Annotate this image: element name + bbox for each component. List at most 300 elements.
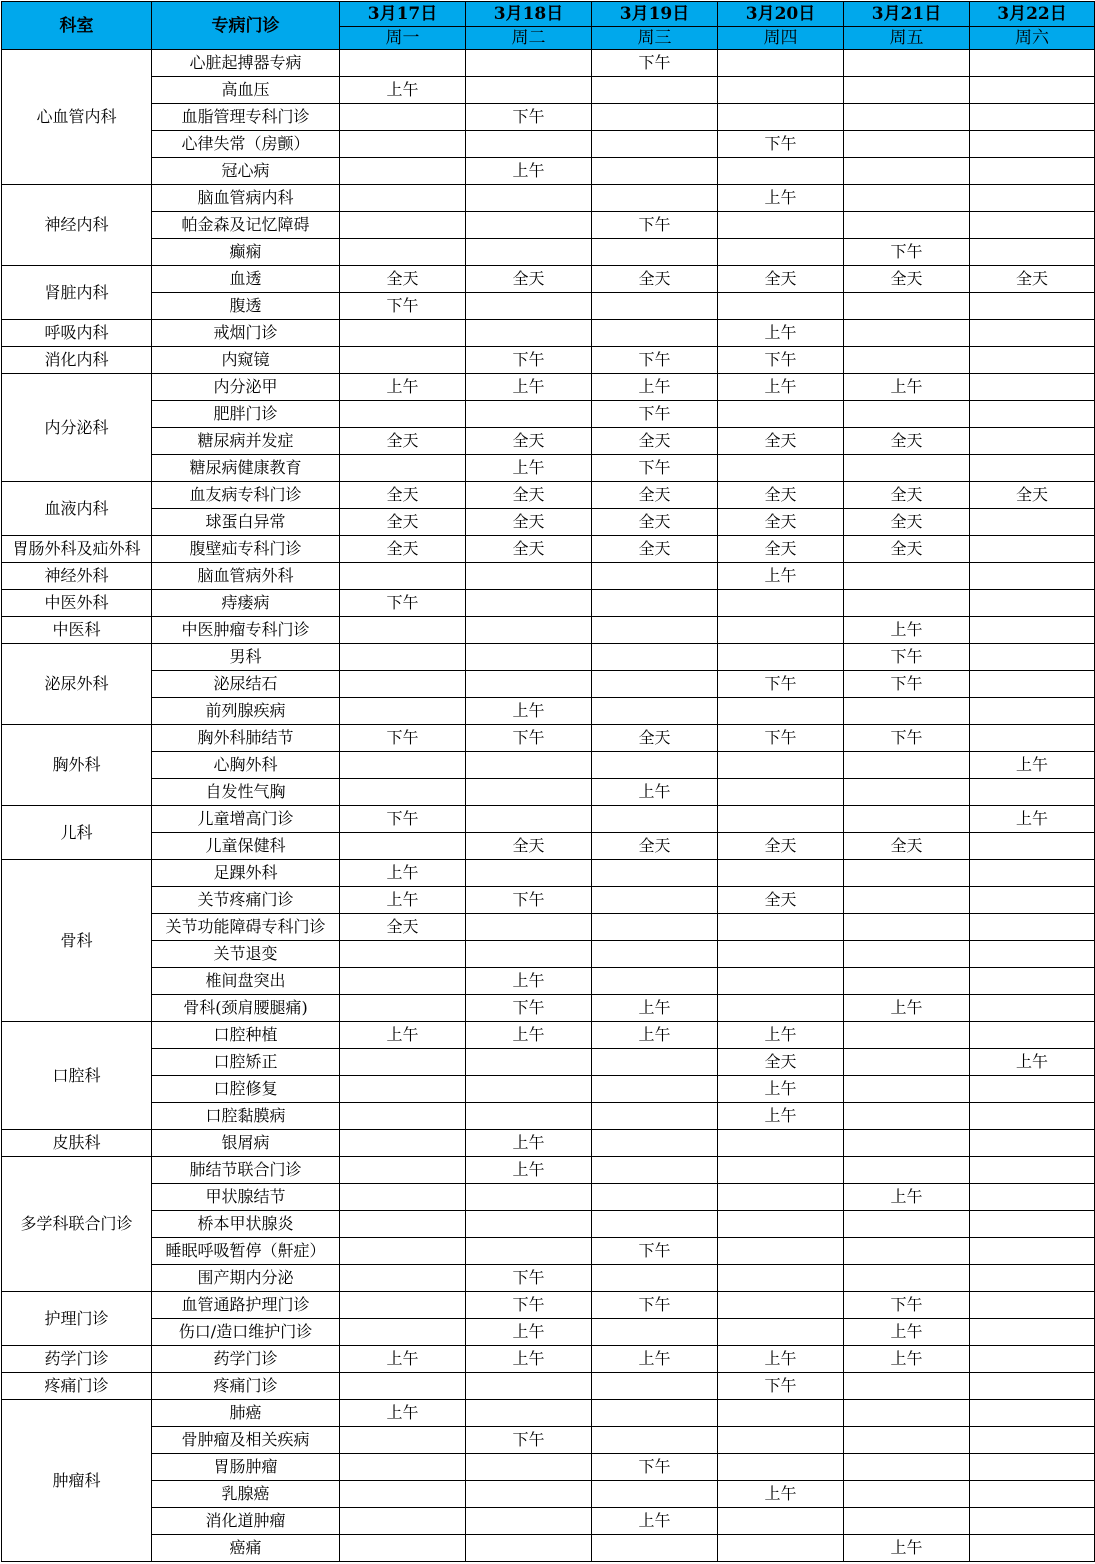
department-cell: 疼痛门诊 xyxy=(2,1373,152,1400)
schedule-slot-cell xyxy=(340,644,466,671)
clinic-cell: 癌痛 xyxy=(152,1535,340,1562)
schedule-slot-cell xyxy=(970,1535,1095,1562)
schedule-slot-cell: 下午 xyxy=(592,1292,718,1319)
schedule-slot-cell xyxy=(718,779,844,806)
schedule-slot-cell xyxy=(844,941,970,968)
schedule-slot-cell: 全天 xyxy=(466,536,592,563)
clinic-cell: 高血压 xyxy=(152,77,340,104)
schedule-slot-cell xyxy=(844,104,970,131)
department-cell: 消化内科 xyxy=(2,347,152,374)
schedule-slot-cell xyxy=(466,50,592,77)
table-row xyxy=(2,698,1095,725)
schedule-slot-cell: 下午 xyxy=(592,1454,718,1481)
department-cell: 呼吸内科 xyxy=(2,320,152,347)
schedule-slot-cell: 下午 xyxy=(592,347,718,374)
table-row xyxy=(2,968,1095,995)
department-cell: 骨科 xyxy=(2,860,152,1022)
schedule-slot-cell xyxy=(592,1481,718,1508)
table-row xyxy=(2,509,1095,536)
schedule-slot-cell: 全天 xyxy=(844,428,970,455)
schedule-slot-cell: 下午 xyxy=(466,1427,592,1454)
weekday-header: 周五 xyxy=(844,27,970,50)
table-row xyxy=(2,1319,1095,1346)
schedule-slot-cell xyxy=(718,914,844,941)
schedule-slot-cell xyxy=(466,1184,592,1211)
table-row xyxy=(2,725,1095,752)
clinic-cell: 胸外科肺结节 xyxy=(152,725,340,752)
schedule-slot-cell xyxy=(340,1292,466,1319)
schedule-slot-cell: 上午 xyxy=(844,374,970,401)
schedule-slot-cell: 全天 xyxy=(466,428,592,455)
schedule-slot-cell: 下午 xyxy=(466,347,592,374)
schedule-slot-cell xyxy=(970,590,1095,617)
schedule-slot-cell xyxy=(340,185,466,212)
table-row xyxy=(2,1076,1095,1103)
schedule-slot-cell: 下午 xyxy=(466,995,592,1022)
schedule-slot-cell xyxy=(466,77,592,104)
table-row xyxy=(2,995,1095,1022)
schedule-slot-cell xyxy=(592,1130,718,1157)
department-cell: 皮肤科 xyxy=(2,1130,152,1157)
schedule-slot-cell xyxy=(592,941,718,968)
table-row xyxy=(2,212,1095,239)
clinic-cell: 癫痫 xyxy=(152,239,340,266)
schedule-slot-cell: 上午 xyxy=(340,77,466,104)
schedule-slot-cell: 上午 xyxy=(466,1157,592,1184)
department-cell: 中医外科 xyxy=(2,590,152,617)
schedule-slot-cell: 全天 xyxy=(340,509,466,536)
schedule-slot-cell xyxy=(466,941,592,968)
clinic-cell: 糖尿病健康教育 xyxy=(152,455,340,482)
clinic-cell: 内窥镜 xyxy=(152,347,340,374)
clinic-cell: 腹透 xyxy=(152,293,340,320)
schedule-slot-cell xyxy=(466,1076,592,1103)
schedule-slot-cell: 下午 xyxy=(844,644,970,671)
schedule-slot-cell: 上午 xyxy=(844,1535,970,1562)
clinic-cell: 关节疼痛门诊 xyxy=(152,887,340,914)
table-row xyxy=(2,617,1095,644)
clinic-cell: 儿童增高门诊 xyxy=(152,806,340,833)
clinic-cell: 药学门诊 xyxy=(152,1346,340,1373)
schedule-slot-cell xyxy=(340,320,466,347)
schedule-slot-cell: 上午 xyxy=(592,995,718,1022)
schedule-slot-cell xyxy=(340,995,466,1022)
schedule-slot-cell xyxy=(466,131,592,158)
schedule-slot-cell: 全天 xyxy=(340,914,466,941)
department-cell: 中医科 xyxy=(2,617,152,644)
schedule-slot-cell xyxy=(340,50,466,77)
schedule-slot-cell xyxy=(466,860,592,887)
schedule-slot-cell xyxy=(592,1373,718,1400)
clinic-cell: 骨肿瘤及相关疾病 xyxy=(152,1427,340,1454)
schedule-slot-cell xyxy=(466,806,592,833)
schedule-slot-cell xyxy=(970,941,1095,968)
schedule-slot-cell xyxy=(592,914,718,941)
schedule-slot-cell: 下午 xyxy=(718,1373,844,1400)
table-row xyxy=(2,1508,1095,1535)
schedule-slot-cell xyxy=(844,401,970,428)
schedule-slot-cell xyxy=(718,752,844,779)
schedule-slot-cell: 全天 xyxy=(466,482,592,509)
schedule-slot-cell xyxy=(340,1427,466,1454)
table-row xyxy=(2,1049,1095,1076)
schedule-slot-cell: 下午 xyxy=(718,725,844,752)
schedule-slot-cell xyxy=(970,320,1095,347)
clinic-cell: 脑血管病外科 xyxy=(152,563,340,590)
schedule-slot-cell: 全天 xyxy=(592,509,718,536)
schedule-slot-cell xyxy=(718,698,844,725)
schedule-slot-cell xyxy=(340,833,466,860)
schedule-slot-cell: 上午 xyxy=(844,617,970,644)
table-row xyxy=(2,1400,1095,1427)
schedule-slot-cell xyxy=(844,590,970,617)
schedule-slot-cell xyxy=(592,698,718,725)
schedule-slot-cell xyxy=(844,698,970,725)
schedule-slot-cell xyxy=(844,752,970,779)
clinic-cell: 球蛋白异常 xyxy=(152,509,340,536)
schedule-slot-cell xyxy=(592,1076,718,1103)
date-header: 3月20日 xyxy=(718,2,844,27)
clinic-cell: 心律失常（房颤） xyxy=(152,131,340,158)
table-row xyxy=(2,1292,1095,1319)
schedule-slot-cell: 上午 xyxy=(466,1319,592,1346)
schedule-slot-cell: 下午 xyxy=(340,725,466,752)
schedule-slot-cell xyxy=(844,185,970,212)
table-row xyxy=(2,779,1095,806)
clinic-cell: 消化道肿瘤 xyxy=(152,1508,340,1535)
department-cell: 药学门诊 xyxy=(2,1346,152,1373)
table-row xyxy=(2,185,1095,212)
schedule-slot-cell: 下午 xyxy=(592,50,718,77)
schedule-slot-cell xyxy=(466,293,592,320)
table-row xyxy=(2,401,1095,428)
schedule-slot-cell xyxy=(844,1049,970,1076)
schedule-slot-cell xyxy=(970,617,1095,644)
clinic-cell: 口腔矫正 xyxy=(152,1049,340,1076)
schedule-slot-cell: 全天 xyxy=(718,266,844,293)
schedule-slot-cell xyxy=(340,1373,466,1400)
schedule-slot-cell xyxy=(970,509,1095,536)
schedule-slot-cell xyxy=(592,887,718,914)
schedule-slot-cell xyxy=(970,698,1095,725)
table-row xyxy=(2,914,1095,941)
clinic-cell: 围产期内分泌 xyxy=(152,1265,340,1292)
schedule-slot-cell: 全天 xyxy=(592,725,718,752)
table-row xyxy=(2,428,1095,455)
department-cell: 儿科 xyxy=(2,806,152,860)
schedule-slot-cell xyxy=(466,1400,592,1427)
clinic-cell: 肺结节联合门诊 xyxy=(152,1157,340,1184)
table-row xyxy=(2,1346,1095,1373)
department-cell: 口腔科 xyxy=(2,1022,152,1130)
table-row xyxy=(2,1184,1095,1211)
department-cell: 肿瘤科 xyxy=(2,1400,152,1562)
schedule-slot-cell xyxy=(970,1022,1095,1049)
table-row xyxy=(2,158,1095,185)
schedule-slot-cell: 上午 xyxy=(466,698,592,725)
schedule-slot-cell: 上午 xyxy=(340,1022,466,1049)
schedule-slot-cell xyxy=(844,860,970,887)
schedule-slot-cell xyxy=(844,1481,970,1508)
schedule-slot-cell xyxy=(466,1508,592,1535)
schedule-slot-cell: 上午 xyxy=(844,1319,970,1346)
schedule-slot-cell xyxy=(970,644,1095,671)
clinic-column-header: 专病门诊 xyxy=(152,2,340,50)
schedule-slot-cell xyxy=(970,563,1095,590)
table-row xyxy=(2,1130,1095,1157)
schedule-slot-cell xyxy=(718,1508,844,1535)
schedule-slot-cell: 全天 xyxy=(592,482,718,509)
schedule-slot-cell: 下午 xyxy=(466,1292,592,1319)
schedule-slot-cell xyxy=(340,1157,466,1184)
schedule-slot-cell xyxy=(592,1400,718,1427)
schedule-slot-cell: 上午 xyxy=(340,887,466,914)
schedule-slot-cell xyxy=(466,1481,592,1508)
department-cell: 胸外科 xyxy=(2,725,152,806)
schedule-slot-cell: 全天 xyxy=(970,482,1095,509)
schedule-slot-cell xyxy=(592,590,718,617)
schedule-slot-cell xyxy=(844,455,970,482)
schedule-slot-cell xyxy=(970,1076,1095,1103)
clinic-cell: 儿童保健科 xyxy=(152,833,340,860)
schedule-slot-cell xyxy=(592,1049,718,1076)
schedule-slot-cell xyxy=(970,1481,1095,1508)
schedule-slot-cell xyxy=(466,914,592,941)
schedule-slot-cell: 全天 xyxy=(718,536,844,563)
table-row xyxy=(2,752,1095,779)
schedule-slot-cell: 上午 xyxy=(466,968,592,995)
schedule-slot-cell xyxy=(970,428,1095,455)
schedule-slot-cell xyxy=(844,1508,970,1535)
schedule-slot-cell xyxy=(340,1130,466,1157)
schedule-slot-cell xyxy=(844,1427,970,1454)
schedule-slot-cell xyxy=(970,1292,1095,1319)
schedule-slot-cell xyxy=(970,887,1095,914)
schedule-slot-cell xyxy=(970,914,1095,941)
schedule-slot-cell: 上午 xyxy=(466,455,592,482)
schedule-slot-cell xyxy=(592,185,718,212)
department-cell: 胃肠外科及疝外科 xyxy=(2,536,152,563)
schedule-slot-cell xyxy=(844,1211,970,1238)
schedule-slot-cell: 上午 xyxy=(718,1346,844,1373)
schedule-slot-cell xyxy=(844,563,970,590)
schedule-slot-cell: 下午 xyxy=(718,671,844,698)
schedule-slot-cell xyxy=(592,1265,718,1292)
schedule-slot-cell: 下午 xyxy=(466,725,592,752)
schedule-slot-cell xyxy=(718,1184,844,1211)
header-row-dates xyxy=(2,2,1095,27)
schedule-slot-cell xyxy=(718,860,844,887)
schedule-slot-cell xyxy=(592,158,718,185)
table-row xyxy=(2,1454,1095,1481)
schedule-slot-cell xyxy=(340,1265,466,1292)
table-header xyxy=(2,2,1095,50)
schedule-slot-cell: 全天 xyxy=(844,482,970,509)
clinic-cell: 口腔黏膜病 xyxy=(152,1103,340,1130)
schedule-slot-cell: 全天 xyxy=(718,428,844,455)
schedule-slot-cell xyxy=(466,1211,592,1238)
clinic-cell: 前列腺疾病 xyxy=(152,698,340,725)
schedule-slot-cell: 全天 xyxy=(466,266,592,293)
schedule-slot-cell xyxy=(592,1427,718,1454)
schedule-slot-cell xyxy=(844,1238,970,1265)
schedule-slot-cell xyxy=(592,968,718,995)
schedule-slot-cell: 下午 xyxy=(592,1238,718,1265)
date-header: 3月18日 xyxy=(466,2,592,27)
table-row xyxy=(2,1103,1095,1130)
dept-column-header: 科室 xyxy=(2,2,152,50)
schedule-slot-cell: 上午 xyxy=(340,1400,466,1427)
table-row xyxy=(2,1022,1095,1049)
schedule-slot-cell: 下午 xyxy=(466,1265,592,1292)
table-row xyxy=(2,482,1095,509)
schedule-slot-cell xyxy=(970,995,1095,1022)
schedule-slot-cell xyxy=(970,1319,1095,1346)
table-row xyxy=(2,644,1095,671)
weekday-header: 周一 xyxy=(340,27,466,50)
table-row xyxy=(2,590,1095,617)
schedule-slot-cell: 上午 xyxy=(844,995,970,1022)
schedule-slot-cell xyxy=(718,455,844,482)
schedule-slot-cell xyxy=(340,158,466,185)
schedule-slot-cell: 上午 xyxy=(592,1022,718,1049)
schedule-slot-cell xyxy=(718,1319,844,1346)
schedule-slot-cell xyxy=(592,1184,718,1211)
schedule-slot-cell xyxy=(718,1130,844,1157)
schedule-slot-cell xyxy=(592,104,718,131)
table-row xyxy=(2,374,1095,401)
schedule-slot-cell xyxy=(466,671,592,698)
schedule-slot-cell xyxy=(970,1157,1095,1184)
schedule-slot-cell xyxy=(844,50,970,77)
date-header: 3月21日 xyxy=(844,2,970,27)
table-row xyxy=(2,1427,1095,1454)
schedule-slot-cell xyxy=(466,1535,592,1562)
schedule-slot-cell xyxy=(718,1400,844,1427)
clinic-cell: 糖尿病并发症 xyxy=(152,428,340,455)
schedule-slot-cell xyxy=(718,104,844,131)
clinic-cell: 脑血管病内科 xyxy=(152,185,340,212)
schedule-slot-cell xyxy=(466,401,592,428)
schedule-slot-cell xyxy=(844,806,970,833)
schedule-slot-cell xyxy=(466,1454,592,1481)
schedule-slot-cell xyxy=(340,563,466,590)
schedule-slot-cell: 全天 xyxy=(592,833,718,860)
department-cell: 神经外科 xyxy=(2,563,152,590)
schedule-slot-cell xyxy=(340,1076,466,1103)
clinic-cell: 冠心病 xyxy=(152,158,340,185)
schedule-slot-cell xyxy=(718,968,844,995)
department-cell: 神经内科 xyxy=(2,185,152,266)
schedule-slot-cell: 全天 xyxy=(844,266,970,293)
schedule-slot-cell xyxy=(340,1184,466,1211)
schedule-slot-cell xyxy=(970,239,1095,266)
table-row xyxy=(2,1211,1095,1238)
schedule-slot-cell xyxy=(844,1265,970,1292)
clinic-cell: 足踝外科 xyxy=(152,860,340,887)
table-row xyxy=(2,1481,1095,1508)
table-row xyxy=(2,293,1095,320)
schedule-slot-cell: 上午 xyxy=(844,1346,970,1373)
schedule-slot-cell: 上午 xyxy=(970,752,1095,779)
schedule-slot-cell xyxy=(340,239,466,266)
schedule-slot-cell: 上午 xyxy=(970,806,1095,833)
schedule-slot-cell xyxy=(340,1049,466,1076)
schedule-slot-cell: 下午 xyxy=(340,590,466,617)
table-row xyxy=(2,941,1095,968)
schedule-slot-cell xyxy=(844,1400,970,1427)
schedule-slot-cell: 上午 xyxy=(466,1346,592,1373)
schedule-slot-cell xyxy=(718,401,844,428)
schedule-slot-cell xyxy=(844,1076,970,1103)
schedule-slot-cell: 下午 xyxy=(844,239,970,266)
clinic-cell: 戒烟门诊 xyxy=(152,320,340,347)
schedule-slot-cell xyxy=(970,1508,1095,1535)
schedule-slot-cell: 上午 xyxy=(844,1184,970,1211)
clinic-cell: 血透 xyxy=(152,266,340,293)
table-row xyxy=(2,1238,1095,1265)
clinic-cell: 肺癌 xyxy=(152,1400,340,1427)
clinic-cell: 口腔种植 xyxy=(152,1022,340,1049)
table-row xyxy=(2,77,1095,104)
schedule-slot-cell xyxy=(340,1103,466,1130)
schedule-slot-cell: 上午 xyxy=(340,374,466,401)
schedule-slot-cell xyxy=(340,1508,466,1535)
schedule-slot-cell xyxy=(466,320,592,347)
schedule-slot-cell xyxy=(340,941,466,968)
schedule-slot-cell xyxy=(592,563,718,590)
schedule-slot-cell xyxy=(970,455,1095,482)
schedule-slot-cell xyxy=(718,1265,844,1292)
schedule-slot-cell xyxy=(466,617,592,644)
table-row xyxy=(2,347,1095,374)
schedule-slot-cell xyxy=(844,212,970,239)
schedule-slot-cell: 下午 xyxy=(844,671,970,698)
schedule-slot-cell xyxy=(466,1103,592,1130)
schedule-slot-cell: 上午 xyxy=(718,1076,844,1103)
schedule-slot-cell xyxy=(340,131,466,158)
table-row xyxy=(2,104,1095,131)
schedule-slot-cell: 下午 xyxy=(340,806,466,833)
weekday-header: 周四 xyxy=(718,27,844,50)
clinic-cell: 椎间盘突出 xyxy=(152,968,340,995)
schedule-slot-cell xyxy=(340,671,466,698)
schedule-slot-cell xyxy=(844,293,970,320)
schedule-slot-cell xyxy=(340,347,466,374)
schedule-slot-cell xyxy=(718,1454,844,1481)
schedule-slot-cell: 下午 xyxy=(718,347,844,374)
schedule-slot-cell xyxy=(340,104,466,131)
schedule-slot-cell: 上午 xyxy=(466,158,592,185)
table-row xyxy=(2,320,1095,347)
schedule-slot-cell xyxy=(844,77,970,104)
table-row xyxy=(2,266,1095,293)
schedule-slot-cell xyxy=(592,644,718,671)
clinic-cell: 银屑病 xyxy=(152,1130,340,1157)
schedule-slot-cell xyxy=(466,212,592,239)
schedule-slot-cell xyxy=(970,1103,1095,1130)
schedule-slot-cell: 全天 xyxy=(718,482,844,509)
schedule-slot-cell xyxy=(844,1157,970,1184)
schedule-slot-cell xyxy=(970,671,1095,698)
schedule-slot-cell xyxy=(340,617,466,644)
table-row xyxy=(2,455,1095,482)
table-row xyxy=(2,536,1095,563)
clinic-schedule-table xyxy=(1,1,1095,1562)
schedule-slot-cell xyxy=(340,401,466,428)
schedule-slot-cell xyxy=(844,1130,970,1157)
schedule-slot-cell: 全天 xyxy=(340,536,466,563)
